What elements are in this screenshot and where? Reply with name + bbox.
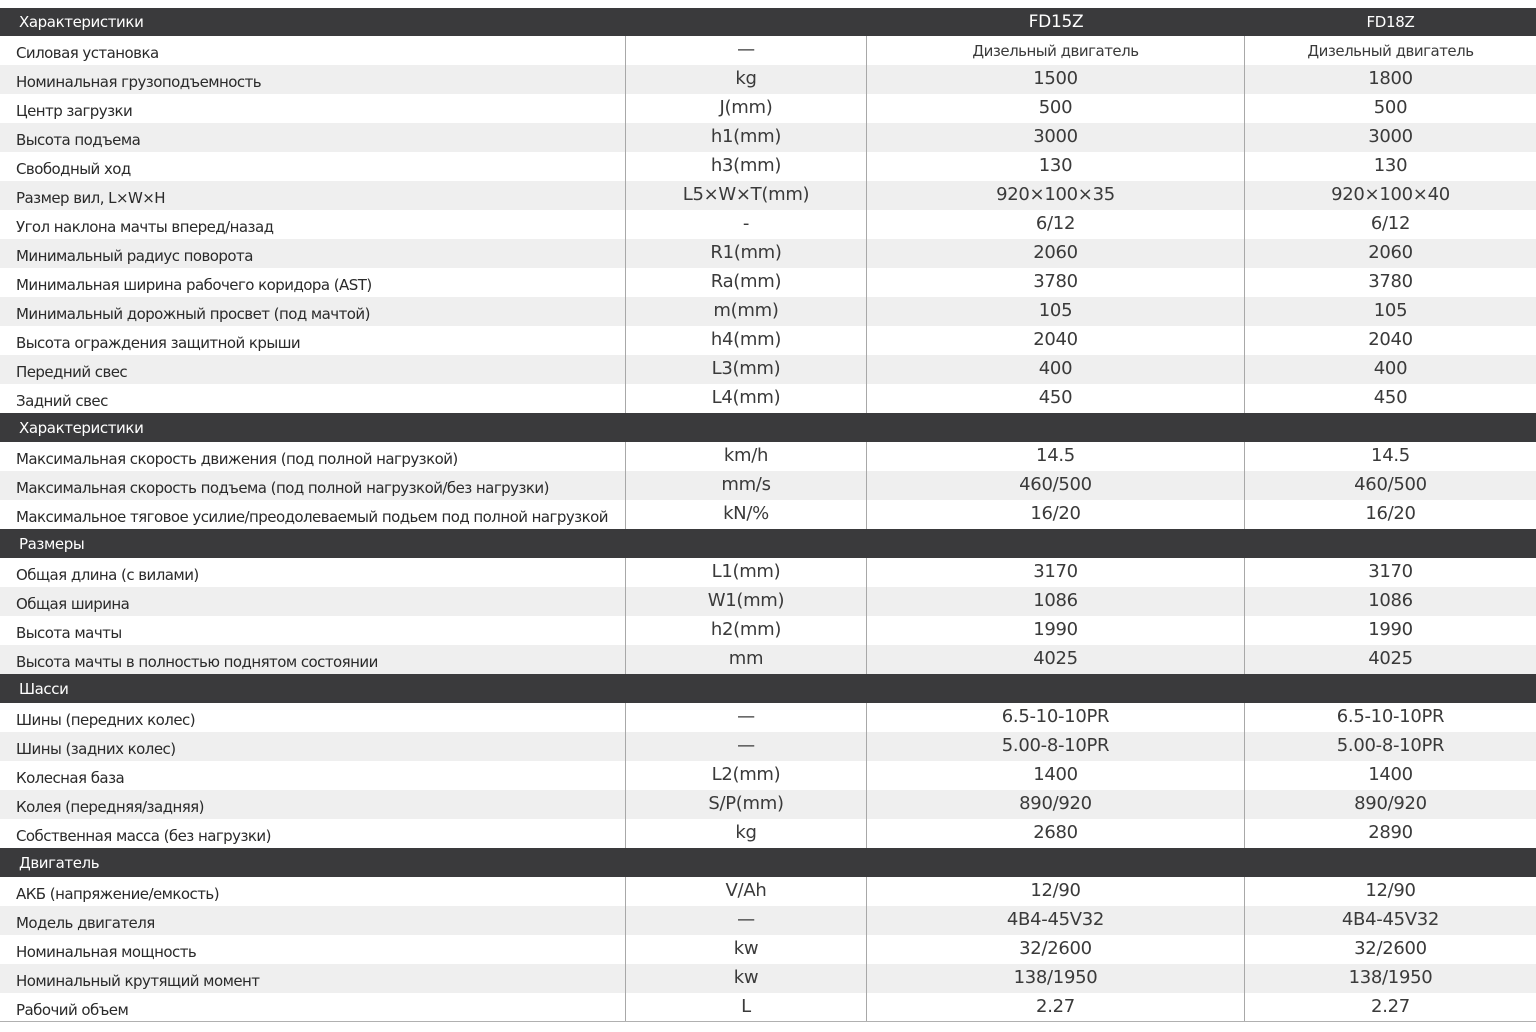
fd18z-value-cell: 1990: [1368, 619, 1413, 640]
param-name-cell: Шины (задних колес): [0, 732, 626, 761]
table-bottom-border: [0, 1021, 1536, 1022]
fd15z-value-cell: 1500: [867, 65, 1245, 94]
table-row: [0, 94, 1536, 123]
unit-cell: mm: [626, 645, 867, 674]
fd18z-value-cell: 460/500: [1354, 474, 1427, 495]
param-name-cell: Максимальная скорость подъема (под полной нагрузкой/без нагрузки): [0, 471, 626, 500]
table-row: [0, 471, 1536, 500]
fd15z-value-cell: 130: [867, 152, 1245, 181]
unit-cell: L5×W×T(mm): [626, 181, 867, 210]
unit-cell: —: [626, 703, 867, 732]
fd18z-value-cell: 2.27: [1371, 996, 1410, 1017]
fd15z-value-cell: 1086: [867, 587, 1245, 616]
spec-table: [0, 8, 1536, 1022]
header-model-fd15z: FD15Z: [1028, 12, 1084, 32]
fd18z-value-cell: 4025: [1368, 648, 1413, 669]
fd18z-value-cell: 2890: [1368, 822, 1413, 843]
table-row: [0, 587, 1536, 616]
param-name-cell: Минимальный радиус поворота: [0, 239, 626, 268]
param-name-cell: Максимальная скорость движения (под полной нагрузкой): [0, 442, 626, 471]
unit-cell: kw: [626, 935, 867, 964]
fd15z-value-cell: 6/12: [867, 210, 1245, 239]
unit-cell: h4(mm): [626, 326, 867, 355]
table-row: [0, 181, 1536, 210]
param-name-cell: Номинальная грузоподъемность: [0, 65, 626, 94]
table-row: [0, 616, 1536, 645]
fd15z-value-cell: 2680: [867, 819, 1245, 848]
table-body: [0, 36, 1536, 1022]
param-name-cell: Модель двигателя: [0, 906, 626, 935]
unit-cell: mm/s: [626, 471, 867, 500]
table-row: [0, 761, 1536, 790]
table-row: [0, 790, 1536, 819]
fd18z-value-cell: 1400: [1368, 764, 1413, 785]
fd15z-value-cell: 16/20: [867, 500, 1245, 529]
fd15z-value-cell: 890/920: [867, 790, 1245, 819]
section-header: [0, 529, 1536, 558]
fd15z-value-cell: 5.00-8-10PR: [867, 732, 1245, 761]
fd18z-value-cell: 138/1950: [1348, 967, 1433, 988]
fd18z-value-cell: 920×100×40: [1331, 184, 1450, 205]
unit-cell: L3(mm): [626, 355, 867, 384]
fd15z-value-cell: 450: [867, 384, 1245, 413]
fd18z-value-cell: 3780: [1368, 271, 1413, 292]
table-row: [0, 732, 1536, 761]
table-row: [0, 877, 1536, 906]
section-header: [0, 848, 1536, 877]
fd15z-value-cell: 14.5: [867, 442, 1245, 471]
table-row: [0, 326, 1536, 355]
fd15z-value-cell: 920×100×35: [867, 181, 1245, 210]
unit-cell: kw: [626, 964, 867, 993]
fd18z-value-cell: 3170: [1368, 561, 1413, 582]
fd18z-value-cell: 16/20: [1365, 503, 1416, 524]
table-row: [0, 123, 1536, 152]
fd18z-value-cell: 2040: [1368, 329, 1413, 350]
table-row: [0, 819, 1536, 848]
unit-cell: W1(mm): [626, 587, 867, 616]
section-title: Характеристики: [19, 418, 144, 437]
fd18z-value-cell: 1800: [1368, 68, 1413, 89]
unit-cell: S/P(mm): [626, 790, 867, 819]
table-row: [0, 355, 1536, 384]
fd15z-value-cell: 32/2600: [867, 935, 1245, 964]
param-name-cell: Задний свес: [0, 384, 626, 413]
table-row: [0, 65, 1536, 94]
fd18z-value-cell: Дизельный двигатель: [1307, 42, 1474, 60]
section-title: Двигатель: [19, 853, 100, 872]
param-name-cell: Номинальный крутящий момент: [0, 964, 626, 993]
table-row: [0, 210, 1536, 239]
top-margin: [0, 0, 1536, 8]
fd15z-value-cell: 500: [867, 94, 1245, 123]
fd18z-value-cell: 6/12: [1370, 213, 1411, 234]
param-name-cell: Собственная масса (без нагрузки): [0, 819, 626, 848]
fd18z-value-cell: 500: [1373, 97, 1408, 118]
unit-cell: J(mm): [626, 94, 867, 123]
unit-cell: km/h: [626, 442, 867, 471]
fd18z-value-cell: 14.5: [1371, 445, 1410, 466]
unit-cell: kg: [626, 819, 867, 848]
param-name-cell: Свободный ход: [0, 152, 626, 181]
fd18z-value-cell: 890/920: [1354, 793, 1427, 814]
unit-cell: h2(mm): [626, 616, 867, 645]
param-name-cell: Общая ширина: [0, 587, 626, 616]
fd18z-value-cell: 130: [1373, 155, 1408, 176]
table-row: [0, 906, 1536, 935]
unit-cell: -: [626, 210, 867, 239]
fd18z-value-cell: 3000: [1368, 126, 1413, 147]
fd15z-value-cell: 3170: [867, 558, 1245, 587]
table-row: [0, 645, 1536, 674]
fd15z-value-cell: 1990: [867, 616, 1245, 645]
unit-cell: V/Ah: [626, 877, 867, 906]
param-name-cell: Размер вил, L×W×H: [0, 181, 626, 210]
table-row: [0, 268, 1536, 297]
fd18z-value-cell: 105: [1373, 300, 1408, 321]
section-header: [0, 674, 1536, 703]
fd18z-value-cell: 1086: [1368, 590, 1413, 611]
param-name-cell: Силовая установка: [0, 36, 626, 65]
param-name-cell: АКБ (напряжение/емкость): [0, 877, 626, 906]
unit-cell: kg: [626, 65, 867, 94]
fd15z-value-cell: Дизельный двигатель: [867, 36, 1245, 65]
param-name-cell: Центр загрузки: [0, 94, 626, 123]
param-name-cell: Минимальный дорожный просвет (под мачтой): [0, 297, 626, 326]
param-name-cell: Рабочий объем: [0, 993, 626, 1022]
fd15z-value-cell: 4025: [867, 645, 1245, 674]
table-row: [0, 935, 1536, 964]
unit-cell: —: [626, 732, 867, 761]
unit-cell: m(mm): [626, 297, 867, 326]
unit-cell: h3(mm): [626, 152, 867, 181]
table-row: [0, 500, 1536, 529]
table-row: [0, 964, 1536, 993]
param-name-cell: Колесная база: [0, 761, 626, 790]
unit-cell: h1(mm): [626, 123, 867, 152]
fd18z-value-cell: 4B4-45V32: [1341, 909, 1440, 930]
unit-cell: —: [626, 906, 867, 935]
fd18z-value-cell: 32/2600: [1354, 938, 1427, 959]
section-title: Шасси: [19, 679, 69, 698]
param-name-cell: Передний свес: [0, 355, 626, 384]
fd15z-value-cell: 3780: [867, 268, 1245, 297]
param-name-cell: Высота мачты: [0, 616, 626, 645]
param-name-cell: Высота ограждения защитной крыши: [0, 326, 626, 355]
unit-cell: L1(mm): [626, 558, 867, 587]
fd15z-value-cell: 400: [867, 355, 1245, 384]
param-name-cell: Высота подъема: [0, 123, 626, 152]
unit-cell: kN/%: [626, 500, 867, 529]
unit-cell: —: [626, 36, 867, 65]
table-row: [0, 384, 1536, 413]
param-name-cell: Номинальная мощность: [0, 935, 626, 964]
fd18z-value-cell: 450: [1373, 387, 1408, 408]
fd15z-value-cell: 2.27: [867, 993, 1245, 1022]
fd15z-value-cell: 138/1950: [867, 964, 1245, 993]
param-name-cell: Угол наклона мачты вперед/назад: [0, 210, 626, 239]
fd15z-value-cell: 12/90: [867, 877, 1245, 906]
section-header: [0, 413, 1536, 442]
header-title: Характеристики: [19, 13, 144, 31]
fd15z-value-cell: 2040: [867, 326, 1245, 355]
param-name-cell: Шины (передних колес): [0, 703, 626, 732]
fd15z-value-cell: 3000: [867, 123, 1245, 152]
fd18z-value-cell: 400: [1373, 358, 1408, 379]
table-row: [0, 703, 1536, 732]
table-row: [0, 152, 1536, 181]
fd15z-value-cell: 105: [867, 297, 1245, 326]
table-row: [0, 558, 1536, 587]
param-name-cell: Высота мачты в полностью поднятом состоянии: [0, 645, 626, 674]
table-header: [0, 8, 1536, 36]
param-name-cell: Колея (передняя/задняя): [0, 790, 626, 819]
table-row: [0, 297, 1536, 326]
table-row: [0, 993, 1536, 1022]
unit-cell: R1(mm): [626, 239, 867, 268]
fd15z-value-cell: 1400: [867, 761, 1245, 790]
fd15z-value-cell: 6.5-10-10PR: [867, 703, 1245, 732]
unit-cell: Ra(mm): [626, 268, 867, 297]
fd15z-value-cell: 460/500: [867, 471, 1245, 500]
fd18z-value-cell: 5.00-8-10PR: [1336, 735, 1445, 756]
fd15z-value-cell: 4B4-45V32: [867, 906, 1245, 935]
unit-cell: L2(mm): [626, 761, 867, 790]
header-model-fd18z: FD18Z: [1366, 13, 1415, 31]
fd18z-value-cell: 12/90: [1365, 880, 1416, 901]
param-name-cell: Максимальное тяговое усилие/преодолеваемый подьем под полной нагрузкой: [0, 500, 626, 529]
table-row: [0, 36, 1536, 65]
table-row: [0, 442, 1536, 471]
unit-cell: L: [626, 993, 867, 1022]
fd18z-value-cell: 6.5-10-10PR: [1336, 706, 1445, 727]
table-row: [0, 239, 1536, 268]
param-name-cell: Минимальная ширина рабочего коридора (AST): [0, 268, 626, 297]
unit-cell: L4(mm): [626, 384, 867, 413]
fd18z-value-cell: 2060: [1368, 242, 1413, 263]
fd15z-value-cell: 2060: [867, 239, 1245, 268]
section-title: Размеры: [19, 534, 85, 553]
param-name-cell: Общая длина (с вилами): [0, 558, 626, 587]
